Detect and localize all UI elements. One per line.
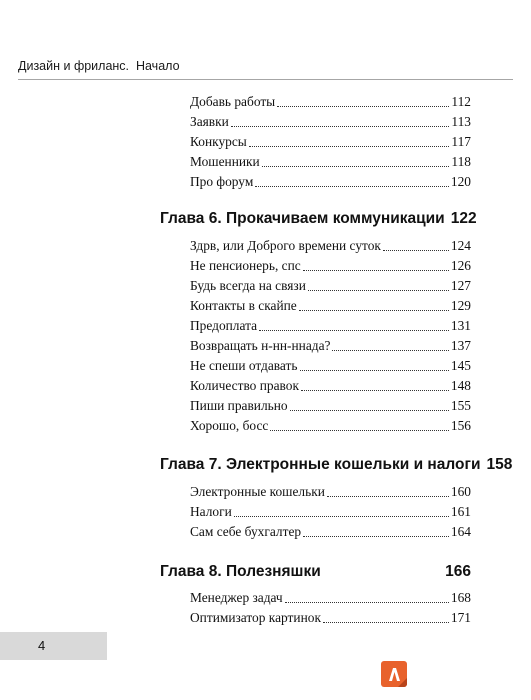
- toc-entry-title: Пиши правильно: [190, 398, 288, 413]
- toc-entry-page: 112: [451, 94, 471, 109]
- toc-entry-title: Не спеши отдавать: [190, 358, 298, 373]
- toc-entry-page: 160: [450, 484, 471, 499]
- chapter-page: 166: [445, 563, 471, 580]
- toc-entry-title: Контакты в скайпе: [190, 298, 297, 313]
- dot-leader: [301, 390, 449, 391]
- dot-leader: [259, 330, 449, 331]
- toc-entry: [190, 588, 471, 606]
- chapter-title: Глава 7. Электронные кошельки и налоги: [160, 456, 481, 473]
- dot-leader: [255, 186, 449, 187]
- toc-entry-title: Про форум: [190, 174, 254, 189]
- folio-box: [0, 632, 107, 660]
- chapter-title: Глава 8. Полезняшки: [160, 563, 321, 580]
- toc-entry-title: Здрв, или Доброго времени суток: [190, 238, 381, 253]
- dot-leader: [285, 602, 449, 603]
- toc-entry-page: 156: [450, 418, 471, 433]
- toc-entry-page: 164: [450, 524, 471, 539]
- dot-leader: [270, 430, 449, 431]
- toc-entry-page: 124: [450, 238, 471, 253]
- toc-entry-title: Электронные кошельки: [190, 484, 325, 499]
- dot-leader: [323, 622, 449, 623]
- toc-entry: [190, 416, 471, 434]
- toc-entry: [190, 502, 471, 520]
- toc-entry: [190, 376, 471, 394]
- toc-entry-page: 113: [451, 114, 471, 129]
- toc-entry: [190, 172, 471, 190]
- toc-entry: [190, 608, 471, 626]
- toc-entry: [190, 356, 471, 374]
- toc-entry-title: Предоплата: [190, 318, 258, 333]
- publisher-logo: [381, 661, 407, 687]
- dot-leader: [383, 250, 449, 251]
- toc-entry: [190, 152, 471, 170]
- dot-leader: [299, 310, 449, 311]
- toc-entry-page: 155: [450, 398, 471, 413]
- dot-leader: [308, 290, 449, 291]
- dot-leader: [300, 370, 449, 371]
- running-head: Дизайн и фриланс. Начало: [18, 59, 180, 73]
- toc-entry-title: Конкурсы: [190, 134, 247, 149]
- toc-entry: [190, 482, 471, 500]
- toc-entry: [190, 336, 471, 354]
- toc-entry-title: Сам себе бухгалтер: [190, 524, 302, 539]
- toc-entry-page: 161: [450, 504, 471, 519]
- toc-entry: [190, 256, 471, 274]
- chapter-page: 122: [450, 210, 477, 227]
- toc-entry-title: Оптимизатор картинок: [190, 610, 321, 625]
- toc-entry-page: 171: [450, 610, 471, 625]
- dot-leader: [249, 146, 450, 147]
- dot-leader: [332, 350, 448, 351]
- chapter-heading: [160, 557, 471, 581]
- toc-entry-page: 131: [450, 318, 471, 333]
- toc-entry-title: Налоги: [190, 504, 232, 519]
- dot-leader: [231, 126, 450, 127]
- toc-entry: [190, 316, 471, 334]
- dot-leader: [303, 536, 449, 537]
- page-number: 4: [38, 638, 46, 653]
- toc-entry: [190, 296, 471, 314]
- toc-entry-title: Возвращать н-нн-ннада?: [190, 338, 331, 353]
- toc-entry-title: Не пенсионерь, спс: [190, 258, 301, 273]
- toc-entry: [190, 396, 471, 414]
- toc-entry-title: Будь всегда на связи: [190, 278, 306, 293]
- toc-entry-page: 117: [451, 134, 471, 149]
- toc-entry: [190, 236, 471, 254]
- toc-entry-title: Добавь работы: [190, 94, 276, 109]
- toc-entry-page: 120: [450, 174, 471, 189]
- toc-entry-page: 145: [450, 358, 471, 373]
- toc-entry-page: 129: [450, 298, 471, 313]
- dot-leader: [303, 270, 449, 271]
- toc-entry-title: Количество правок: [190, 378, 299, 393]
- dot-leader: [262, 166, 450, 167]
- toc-entry-page: 126: [450, 258, 471, 273]
- dot-leader: [327, 496, 449, 497]
- toc-entry-page: 168: [450, 590, 471, 605]
- toc-entry: [190, 112, 471, 130]
- toc-entry-page: 148: [450, 378, 471, 393]
- chapter-heading: [160, 450, 513, 474]
- header-rule: [18, 79, 513, 80]
- logo-l-icon: [381, 661, 407, 687]
- toc-entry: [190, 92, 471, 110]
- toc-entry-title: Хорошо, босс: [190, 418, 269, 433]
- toc-entry-page: 118: [451, 154, 471, 169]
- toc-entry-title: Мошенники: [190, 154, 260, 169]
- toc-entry-page: 127: [450, 278, 471, 293]
- toc-entry-title: Заявки: [190, 114, 229, 129]
- toc-entry: [190, 522, 471, 540]
- dot-leader: [290, 410, 449, 411]
- toc-entry: [190, 276, 471, 294]
- dot-leader: [277, 106, 449, 107]
- chapter-heading: [160, 204, 477, 228]
- toc-entry-page: 137: [450, 338, 471, 353]
- toc-entry-title: Менеджер задач: [190, 590, 283, 605]
- chapter-title: Глава 6. Прокачиваем коммуникации: [160, 210, 445, 227]
- dot-leader: [234, 516, 449, 517]
- chapter-page: 158: [486, 456, 513, 473]
- toc-entry: [190, 132, 471, 150]
